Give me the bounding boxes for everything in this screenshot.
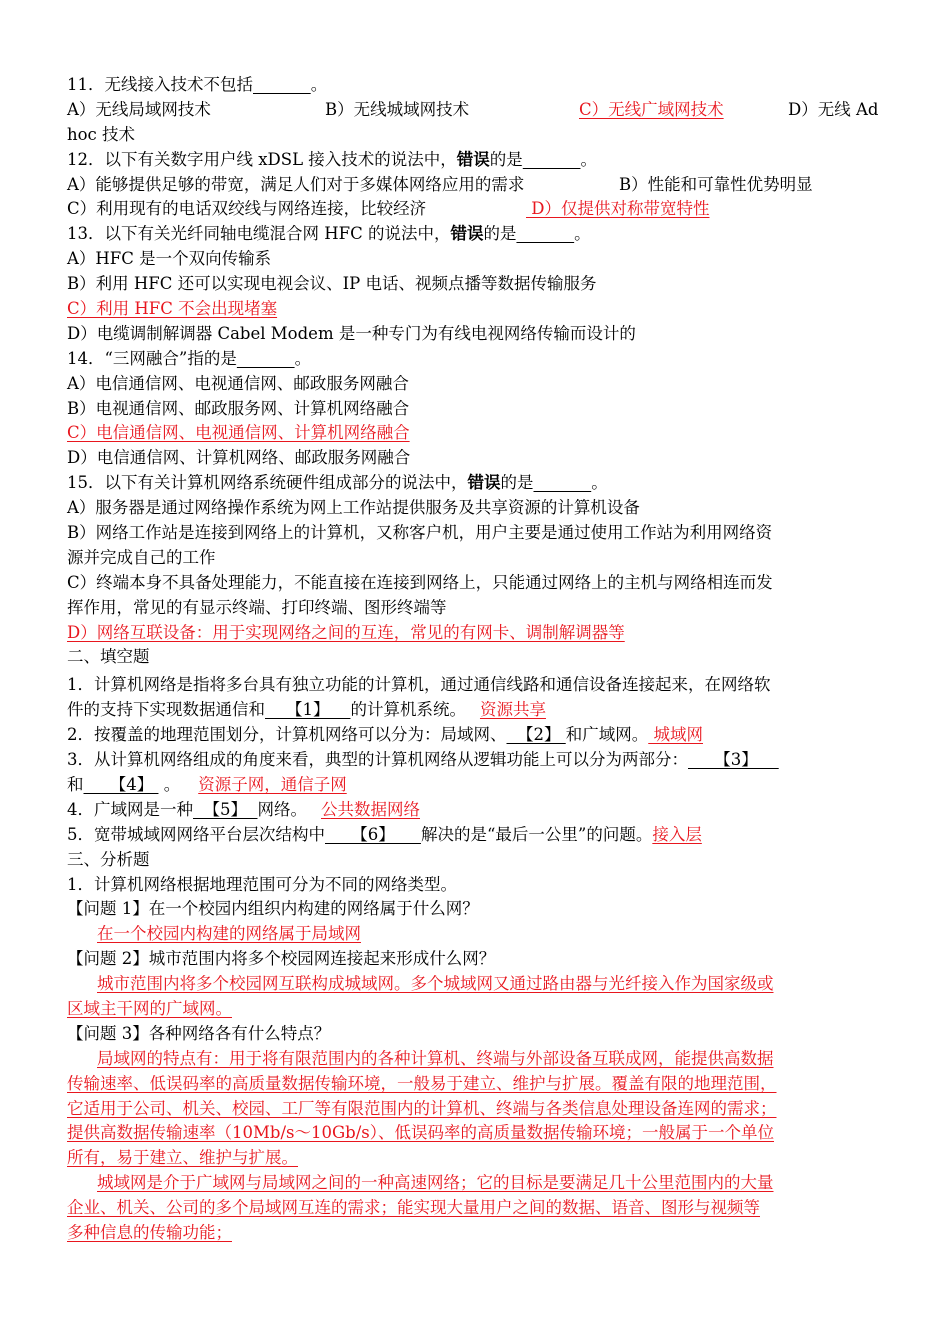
analysis-answer-3-man: 城域网是介于广域网与局域网之间的一种高速网络；它的目标是要满足几十公里范围内的大量 — [97, 1173, 774, 1193]
fill-5 — [67, 823, 889, 848]
option-a: A）无线局域网技术 — [67, 99, 211, 119]
emphasis-text: 错误 — [450, 224, 484, 244]
fill-blank-5: 【5】 — [193, 799, 258, 819]
fill-blank-6: 【6】 — [325, 824, 421, 844]
fill-3 — [67, 748, 889, 773]
section-title: 二、填空题 — [67, 647, 150, 667]
answer-blank — [516, 224, 574, 243]
option-c: C）利用现有的电话双绞线与网络连接，比较经济 — [67, 199, 427, 219]
fill-answer-5: 公共数据网络 — [320, 799, 420, 819]
question-11-options — [67, 98, 889, 123]
question-text: 12．以下有关数字用户线 xDSL 接入技术的说法中， — [67, 149, 457, 169]
option-a: A）电信通信网、电视通信网、邮政服务网融合 — [67, 373, 409, 393]
option-d-answer: D）仅提供对称带宽特性 — [526, 199, 710, 219]
question-12-options-cd — [67, 197, 889, 222]
option-d: D）电信通信网、计算机网络、邮政服务网融合 — [67, 448, 411, 468]
punctuation: 。 — [580, 149, 597, 169]
question-text: 的是 — [489, 149, 523, 169]
punctuation: 。 — [294, 348, 312, 368]
punctuation: 。 — [591, 473, 608, 493]
fill-1-text: 1．计算机网络是指将多台具有独立功能的计算机，通过通信线路和通信设备连接起来，在网络软 — [67, 675, 771, 695]
option-d-cont: hoc 技术 — [67, 124, 136, 144]
option-c-answer: C）无线广域网技术 — [579, 99, 724, 119]
option-a: A）能够提供足够的带宽，满足人们对于多媒体网络应用的需求 — [67, 174, 525, 194]
answer-blank — [534, 473, 592, 492]
question-text: 15．以下有关计算机网络系统硬件组成部分的说法中， — [67, 473, 468, 493]
fill-4 — [67, 798, 889, 823]
emphasis-text: 错误 — [467, 473, 501, 493]
section-title: 三、分析题 — [67, 849, 150, 869]
fill-text: 的计算机系统。 — [350, 700, 466, 720]
fill-answer-2: 城域网 — [648, 725, 703, 745]
question-13-stem — [67, 222, 889, 247]
question-text: 13．以下有关光纤同轴电缆混合网 HFC 的说法中， — [67, 224, 451, 244]
analysis-answer-3-lan: 局域网的特点有：用于将有限范围内的各种计算机、终端与外部设备互联成网，能提供高数据 — [97, 1048, 774, 1068]
punctuation: 。 — [158, 774, 181, 794]
question-text: 14．“三网融合”指的是 — [67, 348, 237, 368]
fill-text: 和 — [67, 774, 84, 794]
option-b: B）电视通信网、邮政服务网、计算机网络融合 — [67, 398, 410, 418]
option-a: A）服务器是通过网络操作系统为网上工作站提供服务及共享资源的计算机设备 — [67, 498, 640, 518]
answer-blank — [523, 150, 581, 169]
analysis-question-1: 【问题 1】在一个校园内组织内构建的网络属于什么网？ — [67, 899, 479, 919]
question-12-options-ab — [67, 173, 889, 198]
question-12-stem — [67, 148, 889, 173]
analysis-answer-2: 城市范围内将多个校园网互联构成城域网。多个城域网又通过路由器与光纤接入作为国家级或 — [97, 974, 774, 994]
question-11-stem — [67, 73, 889, 98]
analysis-answer-1: 在一个校园内构建的网络属于局域网 — [97, 924, 361, 944]
option-b: B）性能和可靠性优势明显 — [619, 174, 813, 194]
question-text: 11．无线接入技术不包括 — [67, 75, 253, 94]
fill-2 — [67, 723, 889, 748]
fill-3-cont — [67, 773, 889, 798]
analysis-answer-3-man-cont: 多种信息的传输功能； — [67, 1222, 232, 1242]
fill-blank-4: 【4】 — [83, 774, 159, 794]
fill-text: 网络。 — [257, 799, 307, 819]
option-b: B）无线城域网技术 — [325, 99, 470, 119]
option-c-cont: 挥作用，常见的有显示终端、打印终端、图形终端等 — [67, 597, 447, 617]
fill-text: 3．从计算机网络组成的角度来看，典型的计算机网络从逻辑功能上可以分为两部分： — [67, 750, 688, 770]
option-b-cont: 源并完成自己的工作 — [67, 547, 216, 567]
fill-1-line2 — [67, 698, 889, 723]
option-d: D）电缆调制解调器 Cabel Modem 是一种专门为有线电视网络传输而设计的 — [67, 323, 636, 343]
fill-answer-3-4: 资源子网，通信子网 — [198, 774, 347, 794]
option-b: B）网络工作站是连接到网络上的计算机，又称客户机，用户主要是通过使用工作站为利用网络资 — [67, 523, 773, 543]
analysis-answer-3-lan-cont: 它适用于公司、机关、校园、工厂等有限范围内的计算机、终端与各类信息处理设备连网的需求； — [67, 1098, 777, 1118]
analysis-question-3: 【问题 3】各种网络各有什么特点？ — [67, 1023, 331, 1043]
option-a: A）HFC 是一个双向传输系 — [67, 249, 272, 269]
question-15-stem — [67, 471, 889, 496]
option-c-answer: C）利用 HFC 不会出现堵塞 — [67, 299, 278, 319]
analysis-answer-3-lan-cont: 所有，易于建立、维护与扩展。 — [67, 1148, 298, 1168]
punctuation: 。 — [310, 75, 328, 94]
punctuation: 。 — [574, 224, 591, 244]
analysis-question-2: 【问题 2】城市范围内将多个校园网连接起来形成什么网？ — [67, 949, 496, 969]
emphasis-text: 错误 — [456, 149, 490, 169]
fill-blank-1: 【1】 — [265, 700, 351, 720]
fill-text: 件的支持下实现数据通信和 — [67, 700, 265, 720]
option-d-answer: D）网络互联设备：用于实现网络之间的互连，常见的有网卡、调制解调器等 — [67, 622, 625, 642]
fill-text: 5．宽带城域网网络平台层次结构中 — [67, 824, 325, 844]
question-text: 的是 — [500, 473, 534, 493]
analysis-answer-3-man-cont: 企业、机关、公司的多个局域网互连的需求；能实现大量用户之间的数据、语音、图形与视频等 — [67, 1198, 760, 1218]
option-c-answer: C）电信通信网、电视通信网、计算机网络融合 — [67, 423, 410, 443]
fill-text: 和广域网。 — [565, 725, 649, 745]
option-c: C）终端本身不具备处理能力，不能直接在连接到网络上，只能通过网络上的主机与网络相连而发 — [67, 572, 773, 592]
fill-blank-2: 【2】 — [506, 725, 566, 745]
fill-blank-3: 【3】 — [688, 750, 779, 770]
fill-answer-1: 资源共享 — [479, 700, 546, 720]
analysis-intro: 1．计算机网络根据地理范围可分为不同的网络类型。 — [67, 874, 457, 894]
question-text: 的是 — [483, 224, 517, 244]
fill-text: 解决的是“最后一公里”的问题。 — [420, 824, 653, 844]
question-11-options-cont — [67, 123, 889, 148]
answer-blank — [253, 75, 311, 94]
analysis-answer-3-lan-cont: 提供高数据传输速率（10Mb/s～10Gb/s）、低误码率的高质量数据传输环境；一般属于一个单位 — [67, 1123, 774, 1143]
question-14-stem — [67, 347, 889, 372]
analysis-answer-2-cont: 区域主干网的广域网。 — [67, 998, 232, 1018]
fill-text: 4．广域网是一种 — [67, 799, 193, 819]
document-page — [67, 73, 889, 1246]
option-b: B）利用 HFC 还可以实现电视会议、IP 电话、视频点播等数据传输服务 — [67, 274, 597, 294]
option-d: D）无线 Ad — [788, 99, 879, 119]
answer-blank — [237, 349, 295, 368]
fill-text: 2．按覆盖的地理范围划分，计算机网络可以分为：局域网、 — [67, 725, 507, 745]
fill-answer-6: 接入层 — [652, 824, 702, 844]
analysis-answer-3-lan-cont: 传输速率、低误码率的高质量数据传输环境，一般易于建立、维护与扩展。覆盖有限的地理范围， — [67, 1073, 777, 1093]
